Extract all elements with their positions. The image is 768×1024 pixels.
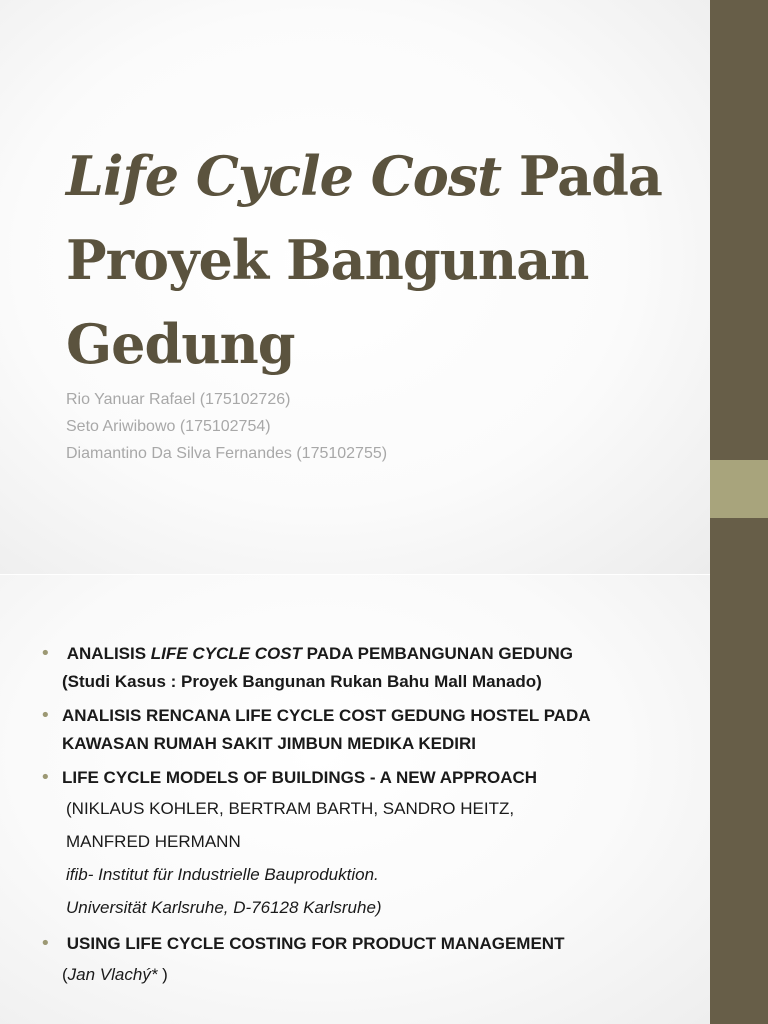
reference-authors: (NIKLAUS KOHLER, BERTRAM BARTH, SANDRO HEITZ,	[66, 799, 515, 818]
reference-university: Universität Karlsruhe, D-76128 Karlsruhe)	[66, 898, 382, 917]
sidebar-accent-block	[710, 460, 768, 518]
bullet-icon: •	[40, 933, 51, 954]
author-list	[66, 386, 387, 467]
reference-title: USING LIFE CYCLE COSTING FOR PRODUCT MANAGEMENT	[66, 934, 565, 953]
reference-title-italic: LIFE CYCLE COST	[150, 644, 302, 663]
author-line: Diamantino Da Silva Fernandes (175102755)	[66, 445, 388, 462]
author-line: Seto Ariwibowo (175102754)	[66, 418, 271, 435]
reference-subtitle: (Studi Kasus : Proyek Bangunan Rukan Bahu Mall Manado)	[62, 672, 542, 691]
bullet-icon: •	[40, 643, 51, 664]
reference-author: (Jan Vlachý* )	[62, 965, 168, 984]
slide-title	[66, 134, 706, 386]
bullet-icon: •	[40, 705, 51, 726]
reference-author-name: Jan Vlachý*	[67, 965, 158, 984]
reference-title: ANALISIS LIFE CYCLE COST PADA PEMBANGUNAN GEDUNG	[66, 644, 573, 663]
reference-authors-cont: MANFRED HERMANN	[66, 832, 241, 851]
reference-list	[40, 640, 690, 991]
list-item	[40, 930, 690, 991]
reference-institute: ifib- Institut für Industrielle Bauproduktion.	[66, 865, 379, 884]
reference-title-cont: KAWASAN RUMAH SAKIT JIMBUN MEDIKA KEDIRI	[62, 734, 476, 753]
list-item	[40, 702, 690, 758]
sidebar-bar-top	[710, 0, 768, 460]
sidebar-bar-bottom	[710, 518, 768, 1024]
list-item	[40, 764, 690, 924]
slide-title-rest: Pada Proyek Bangunan Gedung	[66, 144, 662, 376]
reference-title: ANALISIS RENCANA LIFE CYCLE COST GEDUNG HOSTEL PADA	[62, 706, 591, 725]
slide-title-italic: Life Cycle Cost	[66, 144, 502, 208]
bullet-icon: •	[40, 767, 51, 788]
author-line: Rio Yanuar Rafael (175102726)	[66, 391, 291, 408]
reference-title: LIFE CYCLE MODELS OF BUILDINGS - A NEW APPROACH	[62, 768, 538, 787]
list-item	[40, 640, 690, 696]
